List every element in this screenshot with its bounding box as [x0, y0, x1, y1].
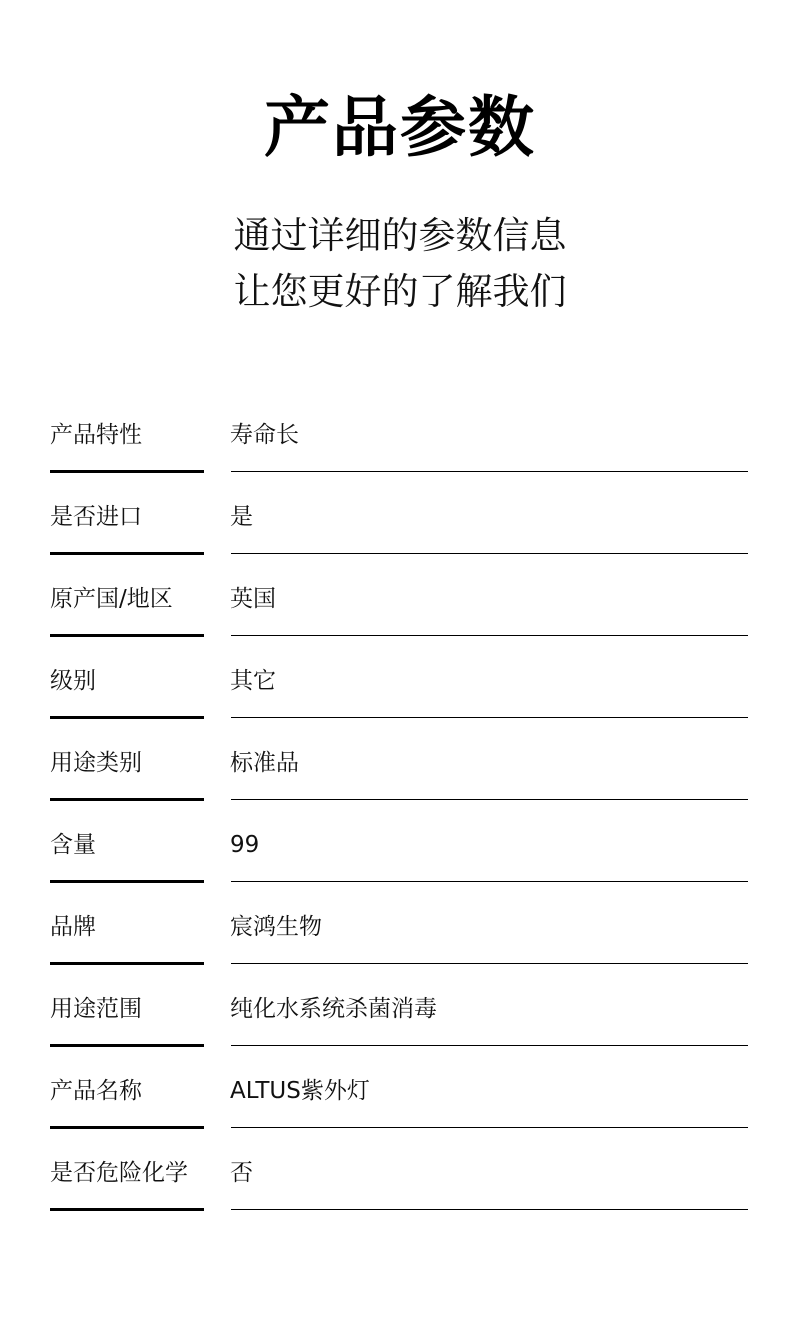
param-value: 否 — [230, 1160, 253, 1186]
param-label: 用途类别 — [50, 750, 142, 776]
value-divider — [231, 799, 748, 800]
value-divider — [231, 1209, 748, 1210]
param-row-hazardous-chemical — [0, 1129, 800, 1211]
parameter-table — [0, 391, 800, 1211]
value-divider — [231, 471, 748, 472]
value-divider — [231, 717, 748, 718]
param-value: 英国 — [230, 586, 276, 612]
param-label: 是否进口 — [50, 504, 142, 530]
page-title: 产品参数 — [264, 89, 536, 166]
param-row-usage-category — [0, 719, 800, 801]
subtitle-line-1: 通过详细的参数信息 — [233, 214, 567, 257]
param-label: 原产国/地区 — [50, 586, 173, 612]
value-divider — [231, 1127, 748, 1128]
value-divider — [231, 881, 748, 882]
param-value: ALTUS紫外灯 — [230, 1078, 370, 1104]
value-divider — [231, 635, 748, 636]
label-divider — [50, 1208, 204, 1211]
param-row-brand — [0, 883, 800, 965]
param-label: 是否危险化学 — [50, 1160, 188, 1186]
param-value: 99 — [230, 832, 260, 858]
param-row-usage-scope — [0, 965, 800, 1047]
param-value: 是 — [230, 504, 253, 530]
param-value: 纯化水系统杀菌消毒 — [230, 996, 437, 1022]
value-divider — [231, 1045, 748, 1046]
param-label: 含量 — [50, 832, 96, 858]
param-label: 级别 — [50, 668, 96, 694]
value-divider — [231, 963, 748, 964]
param-row-grade — [0, 637, 800, 719]
value-divider — [231, 553, 748, 554]
param-value: 其它 — [230, 668, 276, 694]
param-row-product-name — [0, 1047, 800, 1129]
param-row-origin — [0, 555, 800, 637]
param-value: 标准品 — [230, 750, 299, 776]
param-row-content — [0, 801, 800, 883]
param-row-product-feature — [0, 391, 800, 473]
param-value: 寿命长 — [230, 422, 299, 448]
param-label: 产品名称 — [50, 1078, 142, 1104]
subtitle-line-2: 让您更好的了解我们 — [233, 270, 567, 313]
param-row-imported — [0, 473, 800, 555]
param-label: 用途范围 — [50, 996, 142, 1022]
param-label: 品牌 — [50, 914, 96, 940]
param-value: 宸鸿生物 — [230, 914, 322, 940]
param-label: 产品特性 — [50, 422, 142, 448]
